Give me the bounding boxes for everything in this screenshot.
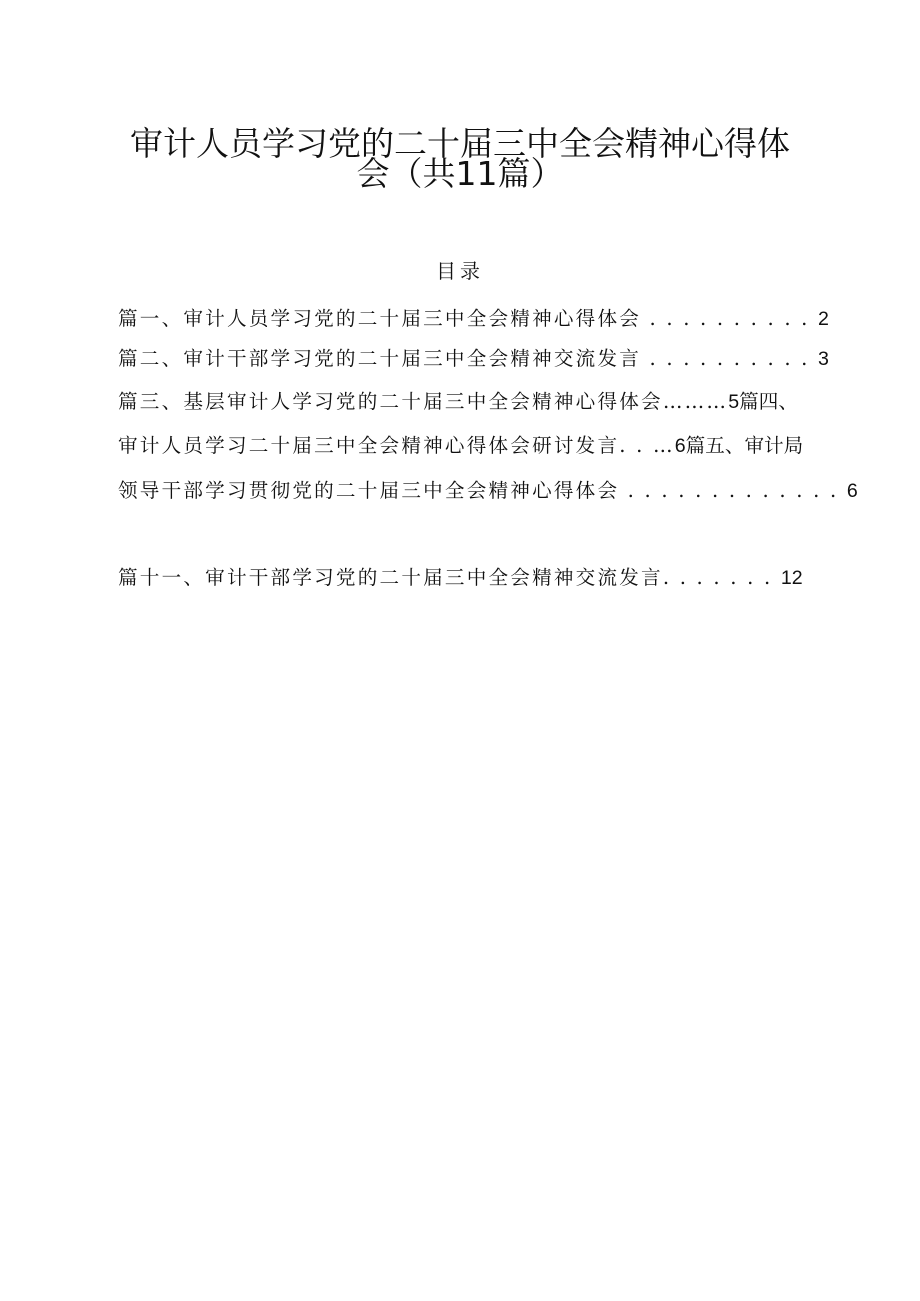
- document-title-line-1: 审计人员学习党的二十届三中全会精神心得体: [130, 124, 790, 163]
- toc-entry-page: 5篇四、: [728, 391, 798, 413]
- toc-entry-text: 领导干部学习贯彻党的二十届三中全会精神心得体会 . . . . . . . . . . . . .: [118, 479, 847, 502]
- toc-heading: 目录: [436, 259, 484, 283]
- toc-entry[interactable]: [118, 563, 803, 593]
- toc-entry-text: 审计人员学习二十届三中全会精神心得体会研讨发言. . …: [118, 434, 675, 457]
- toc-entry-text: 篇三、基层审计人学习党的二十届三中全会精神心得体会………: [118, 390, 729, 413]
- toc-entry-page: 3: [818, 348, 829, 370]
- toc-entry[interactable]: [118, 387, 798, 417]
- toc-entry[interactable]: [118, 344, 829, 374]
- toc-entry-page: 6篇五、审计局: [674, 435, 804, 457]
- toc-entry-text: 篇二、审计干部学习党的二十届三中全会精神交流发言 . . . . . . . . . .: [118, 347, 819, 370]
- toc-entry[interactable]: [118, 431, 803, 461]
- toc-entry-page: 12: [780, 567, 803, 589]
- toc-entry-text: 篇十一、审计干部学习党的二十届三中全会精神交流发言. . . . . . .: [118, 566, 781, 589]
- toc-entry-page: 2: [818, 308, 829, 330]
- toc-entry[interactable]: [118, 304, 829, 334]
- document-title-line-2: 会（共11篇）: [356, 154, 564, 193]
- toc-entry[interactable]: [118, 476, 858, 506]
- toc-entry-text: 篇一、审计人员学习党的二十届三中全会精神心得体会 . . . . . . . . . .: [118, 307, 819, 330]
- toc-entry-page: 6: [846, 480, 858, 502]
